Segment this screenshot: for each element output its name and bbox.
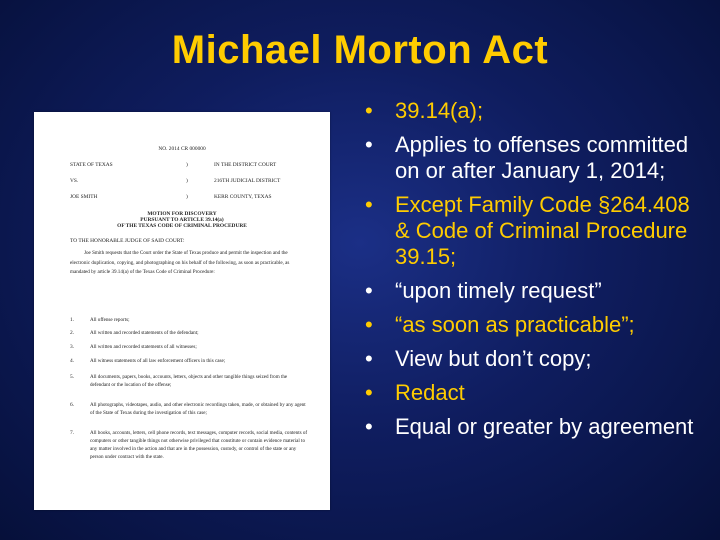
bullet-text: View but don’t copy;	[395, 346, 592, 371]
bullet-item	[365, 414, 705, 440]
party-defendant: JOE SMITH	[70, 194, 98, 200]
doc-item-text: All books, accounts, letters, cell phone records, text messages, computer records, social media, contents of computers or other tangible things not otherwise privileged that constitute or contain evidence material to any matter involved in the action and that are in the possession, custody, or control of the state or any person under contract with the state.	[90, 430, 308, 460]
bullet-marker: •	[365, 346, 373, 371]
doc-item-text: All written and recorded statements of the defendant;	[90, 330, 199, 336]
case-number: NO. 2014 CR 000000	[158, 146, 206, 152]
slide-title: Michael Morton Act	[171, 28, 549, 72]
bullet-item	[365, 346, 705, 372]
bullet-text: Redact	[395, 380, 465, 405]
doc-item-number: 1.	[70, 317, 75, 323]
bullet-item	[365, 312, 705, 338]
bullet-marker: •	[365, 414, 373, 439]
bullet-marker: •	[365, 132, 373, 157]
motion-title-line-3: OF THE TEXAS CODE OF CRIMINAL PROCEDURE	[117, 223, 247, 229]
doc-item-number: 3.	[70, 344, 75, 350]
bullet-marker: •	[365, 312, 373, 337]
doc-item-number: 4.	[70, 358, 75, 364]
bullet-marker: •	[365, 278, 373, 303]
doc-item-number: 2.	[70, 330, 75, 336]
bullet-text: “upon timely request”	[395, 278, 602, 303]
bullet-text: Except Family Code §264.408 & Code of Criminal Procedure 39.15;	[395, 192, 690, 269]
bullet-item	[365, 380, 705, 406]
doc-item-text: All photographs, videotapes, audio, and other electronic recordings taken, made, or obtained by any agent of the State of Texas during the investigation of this case;	[90, 402, 306, 416]
bullet-text: “as soon as practicable”;	[395, 312, 635, 337]
motion-title-line-1: MOTION FOR DISCOVERY	[147, 211, 217, 217]
bullet-marker: •	[365, 192, 373, 217]
bullet-item	[365, 132, 705, 184]
bullet-text: Applies to offenses committed on or after January 1, 2014;	[395, 132, 689, 183]
party-state: STATE OF TEXAS	[70, 162, 113, 168]
doc-item-text: All documents, papers, books, accounts, letters, objects and other tangible things seized from the defendant or the location of the offense;	[90, 374, 288, 388]
bullet-item	[365, 278, 705, 304]
bullet-text: Equal or greater by agreement	[395, 414, 694, 439]
doc-item-text: All witness statements of all law enforcement officers in this case;	[90, 358, 226, 364]
bullet-marker: •	[365, 380, 373, 405]
court-district: 216TH JUDICIAL DISTRICT	[214, 178, 281, 184]
bullet-marker: •	[365, 98, 373, 123]
bullet-item	[365, 192, 705, 270]
motion-title-line-2: PURSUANT TO ARTICLE 39.14(a)	[140, 217, 224, 223]
doc-item-text: All offense reports;	[90, 317, 130, 323]
doc-item-number: 5.	[70, 374, 75, 380]
discovery-motion-document-image: NO. 2014 CR 000000 STATE OF TEXAS VS. JOE SMITH ) ) ) IN THE DISTRICT COURT 216TH JUDICIAL DISTRICT KERR COUNTY, TEXAS MOTION FOR DISCOVERY PURSUANT TO ARTICLE 39.14(a) OF THE TEXAS CODE OF CRIMINAL PROCEDURE TO THE HONORABLE JUDGE OF SAID COURT: Joe Smith requests that the Court order the State of Texas produce and permit the inspection and the electronic duplication, copying, and photographing on his behalf of the following, as soon as practicable, as mandated by article 39.14(a) of the Texas Code of Criminal Procedure: 1. All offense reports; 2. All written and recorded statements of the defendant; 3. All written and recorded statements of all witnesses; 4. All witness statements of all law enforcement officers in this case; 5. All documents, papers, books, accounts, letters, objects and other tangible things seized from the defendant or the location of the offense; 6. All photographs, videotapes, audio, and other electronic recordings taken, made, or obtained by any agent of the State of Texas during the investigation of this case; 7. All books, accounts, letters, cell phone records, text messages, computer records, social media, contents of computers or other tangible things not otherwise privileged that constitute or contain evidence material to any matter involved in the action and that are in the possession, custody, or control of the state or any person under contract with the state.	[34, 112, 330, 510]
bullet-item	[365, 98, 705, 124]
salutation: TO THE HONORABLE JUDGE OF SAID COURT:	[70, 238, 185, 244]
party-vs: VS.	[70, 178, 79, 184]
intro-paragraph: Joe Smith requests that the Court order the State of Texas produce and permit the inspection and the electronic duplication, copying, and photographing on his behalf of the following, as soon as practicable, as mandated by article 39.14(a) of the Texas Code of Criminal Procedure:	[70, 250, 290, 275]
doc-item-number: 6.	[70, 402, 75, 408]
doc-item-number: 7.	[70, 430, 75, 436]
doc-item-text: All written and recorded statements of all witnesses;	[90, 344, 197, 350]
bullet-list	[365, 98, 705, 448]
court-county: KERR COUNTY, TEXAS	[214, 194, 272, 200]
court-name: IN THE DISTRICT COURT	[214, 162, 277, 168]
bullet-text: 39.14(a);	[395, 98, 484, 123]
